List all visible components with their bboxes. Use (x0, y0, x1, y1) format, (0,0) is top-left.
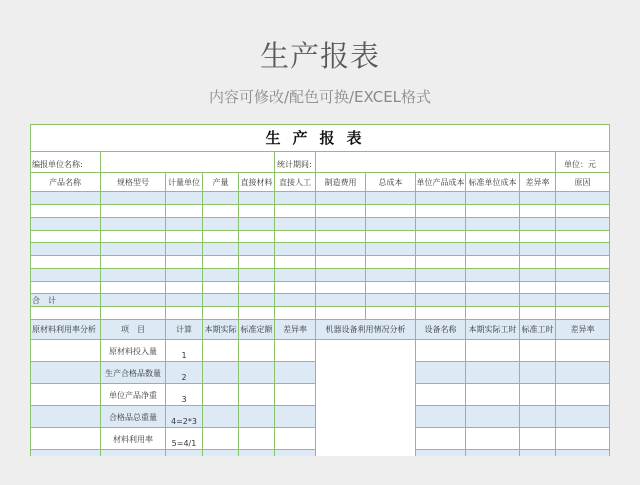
data-cell[interactable] (239, 269, 275, 282)
total-cell[interactable] (239, 294, 275, 307)
currency-label: 单位：元 (556, 152, 610, 173)
data-cell[interactable] (466, 218, 520, 231)
data-cell[interactable] (366, 256, 416, 269)
data-cell[interactable] (30, 205, 101, 218)
material-value-cell[interactable] (203, 362, 239, 384)
machine-value-cell[interactable] (466, 428, 520, 450)
material-value-cell[interactable] (239, 384, 275, 406)
data-cell[interactable] (166, 269, 203, 282)
column-header-9: 标准单位成本 (466, 173, 520, 192)
total-cell[interactable] (275, 294, 316, 307)
machine-value-cell[interactable] (556, 384, 610, 406)
data-cell[interactable] (556, 218, 610, 231)
data-cell[interactable] (275, 269, 316, 282)
material-value-cell[interactable] (239, 428, 275, 450)
material-row-blank[interactable] (30, 340, 101, 362)
material-value-cell[interactable] (275, 428, 316, 450)
machine-header-variance: 差异率 (556, 320, 610, 340)
data-cell[interactable] (30, 231, 101, 243)
column-header-3: 产量 (203, 173, 239, 192)
partial-cell[interactable] (416, 450, 466, 456)
data-cell[interactable] (239, 205, 275, 218)
material-value-cell[interactable] (203, 384, 239, 406)
data-cell[interactable] (203, 205, 239, 218)
data-cell[interactable] (520, 256, 556, 269)
column-header-2: 计量单位 (166, 173, 203, 192)
data-cell[interactable] (416, 205, 466, 218)
machine-value-cell[interactable] (466, 362, 520, 384)
column-header-4: 直接材料 (239, 173, 275, 192)
data-cell[interactable] (275, 231, 316, 243)
data-cell[interactable] (30, 256, 101, 269)
data-cell[interactable] (203, 269, 239, 282)
total-cell[interactable] (203, 294, 239, 307)
material-header-calc: 计算 (166, 320, 203, 340)
data-cell[interactable] (366, 282, 416, 294)
material-value-cell[interactable] (239, 406, 275, 428)
data-cell[interactable] (466, 282, 520, 294)
partial-cell[interactable] (30, 450, 101, 456)
data-cell[interactable] (203, 218, 239, 231)
data-cell[interactable] (203, 231, 239, 243)
data-cell[interactable] (416, 269, 466, 282)
data-cell[interactable] (239, 192, 275, 205)
unit-name-field[interactable] (101, 152, 275, 173)
data-cell[interactable] (416, 192, 466, 205)
data-cell[interactable] (203, 192, 239, 205)
partial-cell[interactable] (101, 450, 166, 456)
material-item: 材料利用率 (101, 428, 166, 450)
data-cell[interactable] (166, 256, 203, 269)
data-cell[interactable] (30, 282, 101, 294)
blank-cell[interactable] (203, 307, 239, 320)
material-calc: 2 (166, 362, 203, 384)
material-header-standard: 标准定额 (239, 320, 275, 340)
data-cell[interactable] (30, 269, 101, 282)
partial-cell[interactable] (556, 450, 610, 456)
page-subtitle: 内容可修改/配色可换/EXCEL格式 (208, 88, 432, 106)
data-cell[interactable] (166, 282, 203, 294)
blank-cell[interactable] (316, 307, 366, 320)
machine-value-cell[interactable] (466, 406, 520, 428)
machine-value-cell[interactable] (416, 428, 466, 450)
blank-cell[interactable] (30, 307, 101, 320)
data-cell[interactable] (366, 192, 416, 205)
machine-value-cell[interactable] (416, 362, 466, 384)
data-cell[interactable] (316, 205, 366, 218)
production-report-sheet (30, 124, 610, 456)
material-header-actual: 本期实际 (203, 320, 239, 340)
machine-value-cell[interactable] (416, 406, 466, 428)
data-cell[interactable] (101, 205, 166, 218)
material-value-cell[interactable] (203, 340, 239, 362)
data-cell[interactable] (203, 256, 239, 269)
blank-cell[interactable] (416, 307, 466, 320)
data-cell[interactable] (520, 192, 556, 205)
data-cell[interactable] (466, 231, 520, 243)
data-cell[interactable] (166, 231, 203, 243)
data-cell[interactable] (520, 231, 556, 243)
data-cell[interactable] (316, 243, 366, 256)
data-cell[interactable] (30, 218, 101, 231)
data-cell[interactable] (275, 256, 316, 269)
data-cell[interactable] (556, 205, 610, 218)
machine-value-cell[interactable] (556, 362, 610, 384)
material-section-label: 原材料利用率分析 (30, 320, 101, 340)
material-value-cell[interactable] (203, 428, 239, 450)
material-calc: 5=4/1 (166, 428, 203, 450)
material-item: 生产合格品数量 (101, 362, 166, 384)
machine-value-cell[interactable] (520, 384, 556, 406)
material-calc: 1 (166, 340, 203, 362)
machine-value-cell[interactable] (520, 428, 556, 450)
data-cell[interactable] (275, 192, 316, 205)
data-cell[interactable] (101, 256, 166, 269)
material-item: 原材料投入量 (101, 340, 166, 362)
data-cell[interactable] (275, 218, 316, 231)
machine-value-cell[interactable] (520, 406, 556, 428)
data-cell[interactable] (30, 192, 101, 205)
data-cell[interactable] (520, 282, 556, 294)
data-cell[interactable] (466, 269, 520, 282)
data-cell[interactable] (101, 269, 166, 282)
blank-cell[interactable] (366, 307, 416, 320)
partial-cell[interactable] (275, 450, 316, 456)
material-row-blank[interactable] (30, 406, 101, 428)
data-cell[interactable] (239, 231, 275, 243)
material-row-blank[interactable] (30, 428, 101, 450)
data-cell[interactable] (275, 243, 316, 256)
total-cell[interactable] (556, 294, 610, 307)
machine-header-standard-hours: 标准工时 (520, 320, 556, 340)
data-cell[interactable] (239, 282, 275, 294)
material-header-variance: 差异率 (275, 320, 316, 340)
partial-cell[interactable] (239, 450, 275, 456)
machine-value-cell[interactable] (520, 362, 556, 384)
data-cell[interactable] (520, 243, 556, 256)
material-item: 合格品总重量 (101, 406, 166, 428)
data-cell[interactable] (466, 205, 520, 218)
partial-cell[interactable] (203, 450, 239, 456)
machine-section-label: 机器设备利用情况分析 (316, 320, 416, 340)
data-cell[interactable] (416, 218, 466, 231)
data-cell[interactable] (556, 269, 610, 282)
column-header-8: 单位产品成本 (416, 173, 466, 192)
data-cell[interactable] (316, 256, 366, 269)
data-cell[interactable] (416, 256, 466, 269)
data-cell[interactable] (416, 282, 466, 294)
data-cell[interactable] (366, 269, 416, 282)
material-value-cell[interactable] (275, 406, 316, 428)
data-cell[interactable] (30, 243, 101, 256)
column-header-1: 规格型号 (101, 173, 166, 192)
data-cell[interactable] (101, 231, 166, 243)
data-cell[interactable] (520, 269, 556, 282)
machine-value-cell[interactable] (416, 340, 466, 362)
data-cell[interactable] (203, 243, 239, 256)
data-cell[interactable] (316, 192, 366, 205)
blank-cell[interactable] (101, 307, 166, 320)
data-cell[interactable] (316, 231, 366, 243)
machine-value-cell[interactable] (556, 428, 610, 450)
column-header-6: 制造费用 (316, 173, 366, 192)
partial-cell[interactable] (520, 450, 556, 456)
material-value-cell[interactable] (203, 406, 239, 428)
data-cell[interactable] (101, 243, 166, 256)
machine-value-cell[interactable] (556, 340, 610, 362)
material-row-blank[interactable] (30, 384, 101, 406)
data-cell[interactable] (101, 192, 166, 205)
data-cell[interactable] (556, 256, 610, 269)
machine-value-cell[interactable] (520, 340, 556, 362)
material-calc: 3 (166, 384, 203, 406)
data-cell[interactable] (520, 218, 556, 231)
material-row-blank[interactable] (30, 362, 101, 384)
material-value-cell[interactable] (239, 340, 275, 362)
page-title: 生产报表 (259, 39, 380, 73)
machine-header-name: 设备名称 (416, 320, 466, 340)
data-cell[interactable] (366, 243, 416, 256)
period-label: 统计期间: (275, 152, 316, 173)
data-cell[interactable] (416, 243, 466, 256)
material-value-cell[interactable] (239, 362, 275, 384)
total-label: 合 计 (30, 294, 101, 307)
blank-cell[interactable] (275, 307, 316, 320)
blank-cell[interactable] (466, 307, 520, 320)
total-cell[interactable] (416, 294, 466, 307)
total-cell[interactable] (101, 294, 166, 307)
data-cell[interactable] (275, 282, 316, 294)
column-header-5: 直接人工 (275, 173, 316, 192)
data-cell[interactable] (556, 231, 610, 243)
data-cell[interactable] (101, 218, 166, 231)
data-cell[interactable] (166, 243, 203, 256)
unit-name-label: 编报单位名称: (30, 152, 101, 173)
material-calc: 4=2*3 (166, 406, 203, 428)
material-item: 单位产品净重 (101, 384, 166, 406)
blank-cell[interactable] (556, 307, 610, 320)
data-cell[interactable] (366, 205, 416, 218)
data-cell[interactable] (166, 192, 203, 205)
data-cell[interactable] (166, 218, 203, 231)
material-value-cell[interactable] (275, 362, 316, 384)
data-cell[interactable] (556, 192, 610, 205)
data-cell[interactable] (556, 282, 610, 294)
blank-cell[interactable] (239, 307, 275, 320)
material-header-item: 项 目 (101, 320, 166, 340)
column-header-0: 产品名称 (30, 173, 101, 192)
data-cell[interactable] (416, 231, 466, 243)
data-cell[interactable] (466, 256, 520, 269)
data-cell[interactable] (316, 218, 366, 231)
data-cell[interactable] (316, 282, 366, 294)
data-cell[interactable] (275, 205, 316, 218)
total-cell[interactable] (316, 294, 366, 307)
machine-value-cell[interactable] (466, 340, 520, 362)
column-header-11: 原因 (556, 173, 610, 192)
data-cell[interactable] (239, 243, 275, 256)
total-cell[interactable] (366, 294, 416, 307)
column-header-10: 差异率 (520, 173, 556, 192)
blank-cell[interactable] (166, 307, 203, 320)
data-cell[interactable] (203, 282, 239, 294)
material-value-cell[interactable] (275, 340, 316, 362)
data-cell[interactable] (466, 192, 520, 205)
machine-analysis-area[interactable] (316, 340, 416, 456)
data-cell[interactable] (239, 218, 275, 231)
machine-value-cell[interactable] (416, 384, 466, 406)
data-cell[interactable] (166, 205, 203, 218)
data-cell[interactable] (466, 243, 520, 256)
machine-header-actual-hours: 本期实际工时 (466, 320, 520, 340)
machine-value-cell[interactable] (466, 384, 520, 406)
sheet-title: 生产报表 (30, 124, 610, 152)
data-cell[interactable] (556, 243, 610, 256)
data-cell[interactable] (366, 231, 416, 243)
data-cell[interactable] (316, 269, 366, 282)
period-field[interactable] (316, 152, 556, 173)
total-cell[interactable] (166, 294, 203, 307)
data-cell[interactable] (520, 205, 556, 218)
total-cell[interactable] (466, 294, 520, 307)
column-header-7: 总成本 (366, 173, 416, 192)
total-cell[interactable] (520, 294, 556, 307)
data-cell[interactable] (239, 256, 275, 269)
data-cell[interactable] (101, 282, 166, 294)
partial-cell[interactable] (466, 450, 520, 456)
material-value-cell[interactable] (275, 384, 316, 406)
machine-value-cell[interactable] (556, 406, 610, 428)
blank-cell[interactable] (520, 307, 556, 320)
partial-cell[interactable] (166, 450, 203, 456)
data-cell[interactable] (366, 218, 416, 231)
